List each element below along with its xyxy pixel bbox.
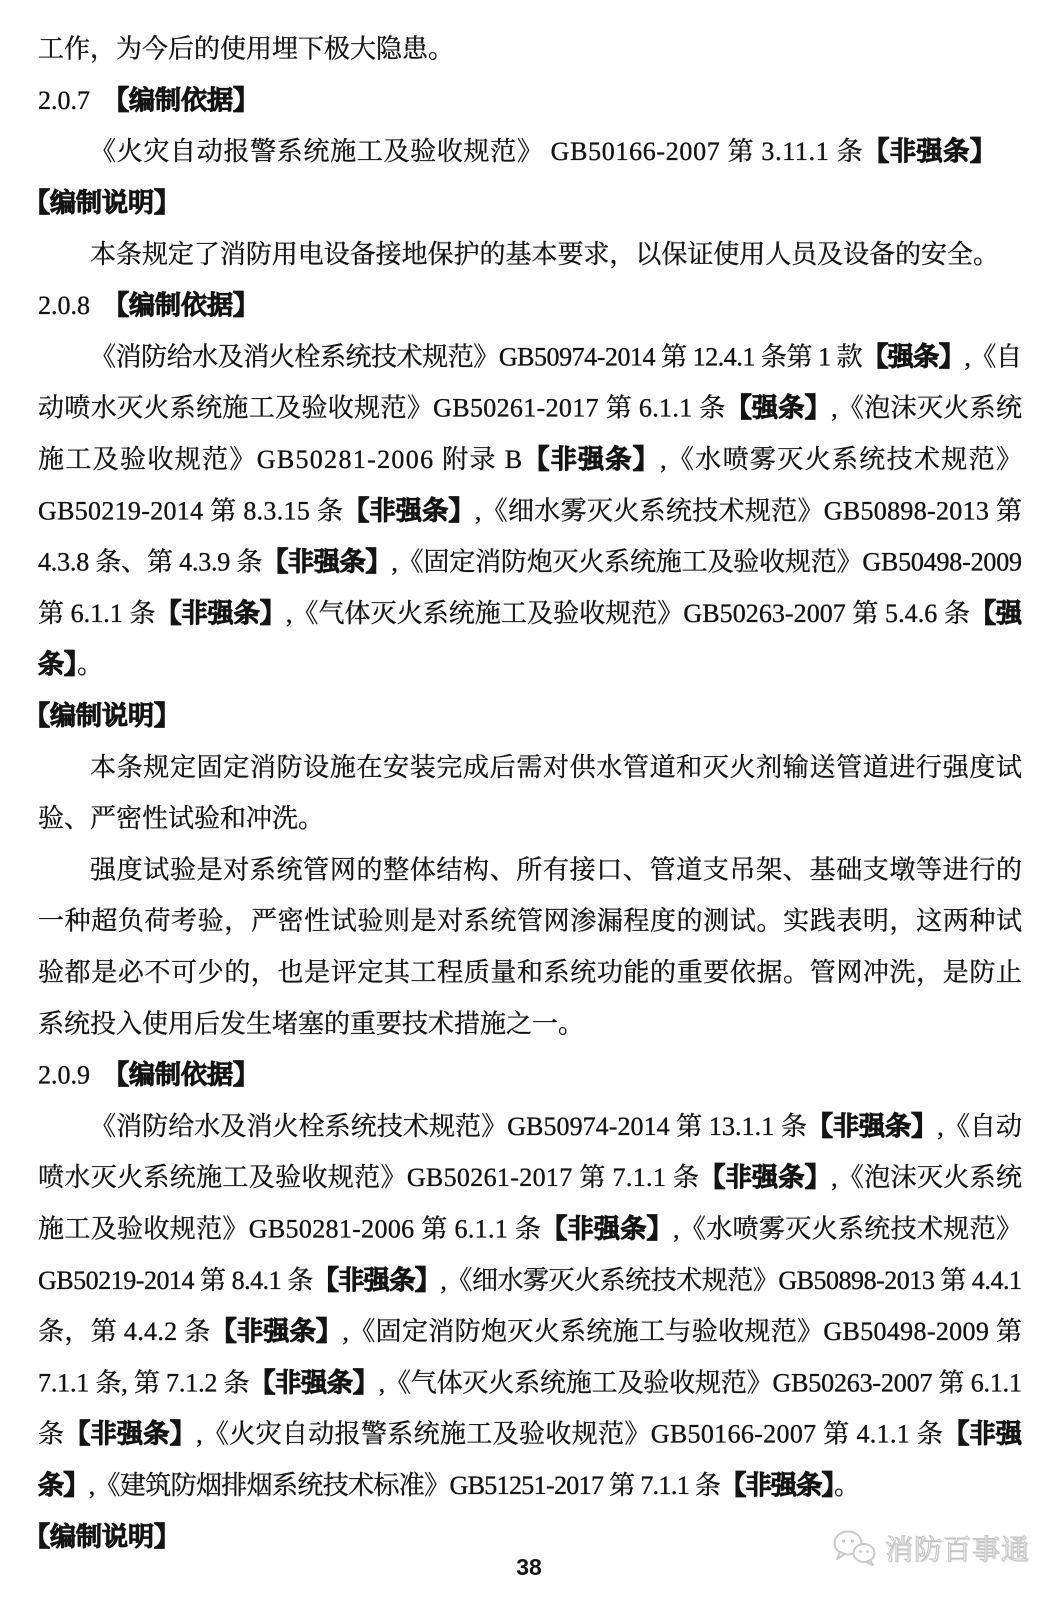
doc-line: 一种超负荷考验，严密性试验则是对系统管网渗漏程度的测试。实践表明，这两种试 xyxy=(38,906,1022,936)
doc-line: 本条规定了消防用电设备接地保护的基本要求，以保证使用人员及设备的安全。 xyxy=(90,239,999,269)
page-number: 38 xyxy=(516,1554,542,1580)
doc-line-heading: 2.0.9 【编制依据】 xyxy=(38,1060,260,1090)
watermark-text: 消防百事通 xyxy=(884,1535,1030,1566)
doc-line: 条【非强条】,《火灾自动报警系统施工及验收规范》GB50166-2007 第 4.1.1 条【非强 xyxy=(38,1419,1022,1449)
doc-line: 系统投入使用后发生堵塞的重要技术措施之一。 xyxy=(38,1008,585,1038)
doc-line-heading: 2.0.8 【编制依据】 xyxy=(38,290,260,320)
doc-line: 施工及验收规范》GB50281-2006 第 6.1.1 条【非强条】,《水喷雾灭火系统技术规范》 xyxy=(38,1214,1022,1243)
doc-line: 喷水灭火系统施工及验收规范》GB50261-2017 第 7.1.1 条【非强条】,《泡沫灭火系统 xyxy=(38,1162,1022,1192)
doc-line: 条】。 xyxy=(38,649,104,679)
doc-line-heading: 【编制说明】 xyxy=(24,188,181,217)
doc-line: 《火灾自动报警系统施工及验收规范》 GB50166-2007 第 3.11.1 条【非强条】 xyxy=(90,136,996,166)
doc-line: 条】,《建筑防烟排烟系统技术标准》GB51251-2017 第 7.1.1 条【非强条】。 xyxy=(38,1470,860,1500)
doc-line: 《消防给水及消火栓系统技术规范》GB50974-2014 第 12.4.1 条第 1 款【强条】,《自 xyxy=(90,341,1022,371)
doc-line: 7.1.1 条, 第 7.1.2 条【非强条】,《气体灭火系统施工及验收规范》GB50263-2007 第 6.1.1 xyxy=(38,1367,1022,1397)
doc-line: 条，第 4.4.2 条【非强条】,《固定消防炮灭火系统施工与验收规范》GB50498-2009 第 xyxy=(38,1316,1022,1346)
doc-line: GB50219-2014 第 8.3.15 条【非强条】,《细水雾灭火系统技术规范》GB50898-2013 第 xyxy=(38,495,1022,525)
doc-line-heading: 【编制说明】 xyxy=(24,701,181,730)
doc-line: 验、严密性试验和冲洗。 xyxy=(38,803,325,833)
doc-line-heading: 【编制说明】 xyxy=(24,1521,181,1551)
doc-line-heading: 2.0.7 【编制依据】 xyxy=(38,85,260,115)
doc-line: 动喷水灭火系统施工及验收规范》GB50261-2017 第 6.1.1 条【强条】,《泡沫灭火系统 xyxy=(38,393,1022,423)
doc-line: 4.3.8 条、第 4.3.9 条【非强条】,《固定消防炮灭火系统施工及验收规范》GB50498-2009 xyxy=(38,547,1022,577)
doc-line: 验都是必不可少的，也是评定其工程质量和系统功能的重要依据。管网冲洗，是防止 xyxy=(38,957,1022,987)
doc-line: 第 6.1.1 条【非强条】,《气体灭火系统施工及验收规范》GB50263-2007 第 5.4.6 条【强 xyxy=(38,598,1022,628)
doc-line: GB50219-2014 第 8.4.1 条【非强条】,《细水雾灭火系统技术规范》GB50898-2013 第 4.4.1 xyxy=(38,1265,1022,1295)
doc-line: 施工及验收规范》GB50281-2006 附录 B【非强条】,《水喷雾灭火系统技术规范》 xyxy=(38,444,1022,474)
doc-line: 本条规定固定消防设施在安装完成后需对供水管道和灭火剂输送管道进行强度试 xyxy=(90,752,1022,782)
doc-line: 强度试验是对系统管网的整体结构、所有接口、管道支吊架、基础支墩等进行的 xyxy=(90,854,1022,884)
doc-line: 工作，为今后的使用埋下极大隐患。 xyxy=(38,34,455,64)
doc-line: 《消防给水及消火栓系统技术规范》GB50974-2014 第 13.1.1 条【非强条】,《自动 xyxy=(90,1111,1022,1141)
